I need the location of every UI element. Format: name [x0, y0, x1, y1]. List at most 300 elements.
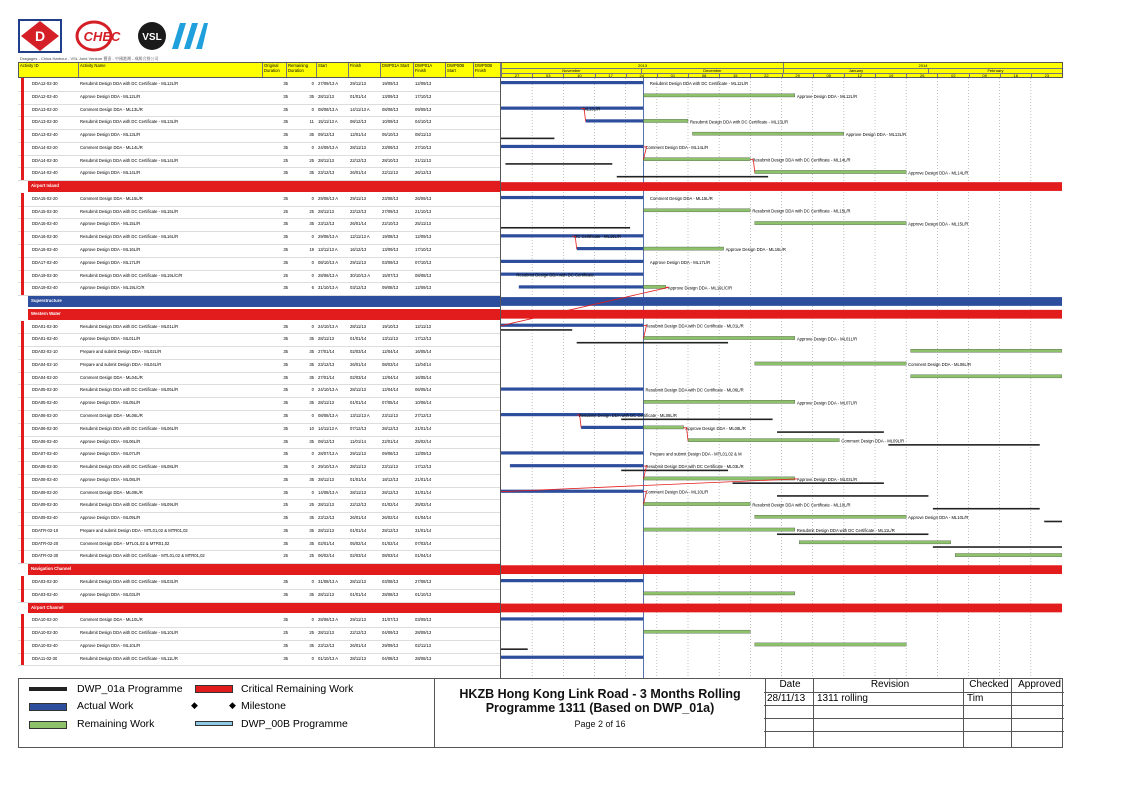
table-row[interactable]	[18, 129, 500, 143]
finish-cell: 26/01/14	[350, 170, 367, 176]
chec-logo-text: CHEC	[83, 29, 121, 44]
activity-id-cell: DDA16-02-30	[32, 234, 58, 240]
dwp01a-finish-cell: 31/01/14	[415, 489, 432, 495]
table-row[interactable]	[18, 397, 500, 411]
start-cell: 01/10/13 A	[318, 655, 339, 661]
dwp01a-finish-cell: 26/09/13	[415, 195, 432, 201]
finish-cell: 01/01/14	[350, 527, 367, 533]
rev-empty-cell	[764, 732, 814, 747]
start-cell: 08/08/13 A	[318, 106, 339, 112]
dragages-logo-text: D	[34, 28, 46, 44]
table-row[interactable]	[18, 91, 500, 105]
dwp01a-finish-cell: 27/08/13	[415, 579, 432, 585]
remaining-bar	[799, 541, 950, 544]
activity-id-cell: DDA15-02-20	[32, 195, 58, 201]
activity-id-cell: DDA06-02-40	[32, 438, 58, 444]
remaining-duration-cell: 35	[309, 642, 314, 648]
timeline-week: 08	[688, 73, 719, 77]
original-duration-cell: 35	[283, 655, 288, 661]
col-dwp01a-start[interactable]: DWP01A Start	[381, 63, 414, 77]
table-row[interactable]	[18, 640, 500, 654]
dwp01a-start-cell: 13/09/13	[382, 93, 399, 99]
finish-cell: 14/11/13 A	[350, 106, 370, 112]
remaining-bar	[755, 170, 906, 173]
dwp01a-start-cell: 08/03/14	[382, 361, 399, 367]
activity-id-cell: DDA01-02-30	[32, 323, 58, 329]
dwp01a-start-cell: 12/04/14	[382, 387, 399, 393]
finish-cell: 28/11/13	[350, 489, 366, 495]
tree-indicator	[21, 167, 24, 180]
table-row[interactable]	[18, 244, 500, 258]
table-row[interactable]	[18, 104, 500, 118]
finish-cell: 26/01/14	[350, 221, 367, 227]
tree-indicator	[21, 474, 24, 487]
activity-id-cell: DDA10-02-30	[32, 630, 58, 636]
original-duration-cell: 25	[283, 157, 288, 163]
remaining-duration-cell: 0	[311, 464, 314, 470]
rev-empty-cell	[964, 706, 1012, 719]
activity-id-cell: DDA09-02-40	[32, 515, 58, 521]
bar-label: Approve Design DDA - ML08L/R	[685, 425, 746, 431]
dwp01a-finish-cell: 01/10/13	[415, 591, 432, 597]
start-cell: 02/01/14	[318, 540, 335, 546]
start-cell: 28/11/13	[318, 336, 334, 342]
table-row[interactable]	[18, 487, 500, 501]
summary-bar	[501, 297, 1062, 306]
activity-name-cell: Resubmit Design DDA with DC Certificate - ML05L/R	[80, 387, 179, 393]
activity-name-cell: Approve Design DDA - ML06L/R	[80, 438, 141, 444]
bar-label: Approve Design DDA - ML19L/C/R	[667, 285, 733, 291]
finish-cell: 28/11/13	[350, 323, 366, 329]
actual-bar	[501, 324, 643, 327]
activity-name-cell: Comment Design DDA - ML14L/R	[80, 144, 143, 150]
table-row[interactable]	[18, 218, 500, 232]
dwp01a-start-cell: 09/08/13	[382, 285, 399, 291]
activity-name-cell: Resubmit Design DDA with DC Certificate - ML15L/R	[80, 208, 179, 214]
start-cell: 14/11/13 A	[318, 425, 338, 431]
original-duration-cell: 25	[283, 272, 288, 278]
finish-cell: 29/11/13	[350, 451, 366, 457]
table-row[interactable]	[18, 653, 500, 667]
dwp01a-start-cell: 05/10/13	[382, 132, 399, 138]
activity-id-cell: DDA04-02-10	[32, 361, 58, 367]
dwp01a-bar	[501, 648, 528, 650]
activity-name-cell: Prepare and submit Design DDA - MTL01,02 & MTR01,02	[80, 527, 188, 533]
activity-id-cell: DDA03-02-40	[32, 591, 58, 597]
table-row[interactable]	[18, 512, 500, 526]
tree-indicator	[21, 423, 24, 436]
timeline-weeks	[501, 73, 1062, 77]
tree-indicator	[21, 218, 24, 231]
table-row[interactable]	[18, 346, 500, 360]
summary-bar	[501, 565, 1062, 574]
start-cell: 08/12/13	[318, 438, 335, 444]
timeline-week: 23	[1031, 73, 1062, 77]
remaining-duration-cell: 0	[311, 617, 314, 623]
table-row[interactable]	[18, 372, 500, 386]
actual-bar	[501, 617, 643, 620]
table-row[interactable]	[18, 155, 500, 169]
finish-cell: 12/01/14	[350, 132, 367, 138]
bar-label: Resubmit Design DDA with DC Certificate - ML03L/R	[645, 464, 744, 470]
bar-label: Resubmit Design DDA with DC Certificate - ML06L/R	[645, 387, 744, 393]
table-row[interactable]	[18, 333, 500, 347]
col-dwp00b-finish[interactable]: DWP00B Finish	[474, 63, 501, 77]
activity-name-cell: Resubmit Design DDA with DC Certificate - ML09L/R	[80, 502, 179, 508]
activity-name-cell: Comment Design DDA - ML04L/R	[80, 374, 143, 380]
dwp01a-finish-cell: 27/12/13	[415, 413, 432, 419]
start-cell: 24/10/13 A	[318, 387, 339, 393]
activity-id-cell: DDA14-02-20	[32, 144, 58, 150]
start-cell: 28/11/13	[318, 502, 334, 508]
remaining-duration-cell: 11	[309, 119, 314, 125]
bar-label: Prepare and submit Design DDA - MTL01,02 & M	[649, 451, 742, 457]
bar-label: Resubmit Design DDA with DC Certificate - ML14L/R	[752, 157, 851, 163]
bar-label: Comment Design DDA - ML09L/R	[841, 438, 905, 444]
remaining-duration-cell: 0	[311, 579, 314, 585]
activity-name-cell: Approve Design DDA - ML14L/R	[80, 170, 141, 176]
legend-swatch-dwp00b	[195, 721, 233, 726]
original-duration-cell: 35	[283, 438, 288, 444]
col-original-duration[interactable]: Original Duration	[263, 63, 287, 77]
bar-label: Comment Design DDA - ML14L/R	[645, 144, 709, 150]
table-row[interactable]	[18, 436, 500, 450]
project-title: HKZB Hong Kong Link Road - 3 Months Rolling	[459, 687, 741, 701]
remaining-duration-cell: 0	[311, 451, 314, 457]
rev-header-date: Date	[764, 679, 814, 693]
start-cell: 29/10/13 A	[318, 464, 339, 470]
start-cell: 23/12/13	[318, 221, 335, 227]
dwp01a-finish-cell: 08/11/13	[415, 132, 431, 138]
legend-swatch-actual	[29, 703, 67, 711]
col-activity-name[interactable]: Activity Name	[79, 63, 263, 77]
actual-bar	[577, 247, 644, 250]
table-row[interactable]	[18, 423, 500, 437]
table-row[interactable]	[18, 257, 500, 271]
dwp01a-finish-cell: 25/02/14	[415, 502, 432, 508]
finish-cell: 29/11/13	[350, 617, 366, 623]
remaining-duration-cell: 6	[311, 285, 314, 291]
dwp01a-start-cell: 04/09/13	[382, 630, 399, 636]
start-cell: 28/11/13	[318, 208, 334, 214]
remaining-duration-cell: 25	[309, 208, 314, 214]
tree-indicator	[21, 155, 24, 168]
section-band[interactable]: Western Water	[28, 309, 500, 320]
table-row[interactable]	[18, 167, 500, 181]
remaining-duration-cell: 35	[309, 132, 314, 138]
activity-id-cell: DDA08-02-30	[32, 464, 58, 470]
start-cell: 24/09/13 A	[318, 144, 339, 150]
activity-name-cell: Resubmit Design DDA with DC Certificate - ML16L/R	[80, 234, 179, 240]
activity-id-cell: DDATR-02-20	[32, 540, 59, 546]
original-duration-cell: 25	[283, 502, 288, 508]
tree-indicator	[21, 116, 24, 129]
remaining-duration-cell: 35	[309, 221, 314, 227]
table-row[interactable]	[18, 359, 500, 373]
remaining-bar	[911, 349, 1062, 352]
dwp01a-finish-cell: 27/10/13	[415, 144, 432, 150]
section-band[interactable]: Navigation Channel	[28, 564, 500, 575]
start-cell: 23/12/13	[318, 515, 335, 521]
table-row[interactable]	[18, 448, 500, 462]
dwp01a-bar	[933, 546, 1062, 548]
col-finish[interactable]: Finish	[349, 63, 381, 77]
dwp01a-finish-cell: 12/09/13	[415, 81, 432, 86]
original-duration-cell: 35	[283, 93, 288, 99]
table-row[interactable]	[18, 321, 500, 335]
start-cell: 31/08/13 A	[318, 579, 339, 585]
dwp01a-start-cell: 07/05/14	[382, 400, 399, 406]
tree-indicator	[21, 91, 24, 104]
table-row[interactable]	[18, 270, 500, 284]
dwp01a-bar	[501, 329, 572, 331]
dwp01a-start-cell: 04/08/13	[382, 655, 399, 661]
bar-label: Approve Design DDA - ML13L/R	[845, 132, 907, 138]
dwp01a-finish-cell: 16/05/14	[415, 374, 432, 380]
original-duration-cell: 35	[283, 400, 288, 406]
tree-indicator	[21, 193, 24, 206]
dwp01a-finish-cell: 21/01/14	[415, 425, 432, 431]
gantt-svg	[501, 78, 1062, 678]
original-duration-cell: 35	[283, 106, 288, 112]
tree-indicator	[21, 270, 24, 283]
section-band[interactable]: Airport Channel	[28, 603, 500, 614]
dwp01a-finish-cell: 17/12/13	[415, 336, 432, 342]
activity-id-cell: DDA05-02-40	[32, 400, 58, 406]
start-cell: 27/01/14	[318, 349, 335, 355]
milestone-diamond-icon: ◆	[191, 700, 198, 710]
start-cell: 28/11/13	[318, 400, 334, 406]
remaining-duration-cell: 35	[309, 349, 314, 355]
activity-name-cell: Approve Design DDA - ML07L/R	[80, 451, 141, 457]
rev-empty-cell	[964, 732, 1012, 747]
remaining-bar	[643, 630, 750, 633]
activity-name-cell: Approve Design DDA - ML12L/R	[80, 93, 141, 99]
start-cell: 28/11/13	[318, 527, 334, 533]
dwp01a-start-cell: 28/10/13	[382, 157, 399, 163]
tree-indicator	[21, 244, 24, 257]
finish-cell: 28/11/13	[350, 144, 366, 150]
dwp01a-start-cell: 29/09/13	[382, 642, 399, 648]
rev-empty-cell	[1012, 719, 1064, 732]
table-row[interactable]	[18, 614, 500, 628]
table-row[interactable]	[18, 282, 500, 296]
start-cell: 28/11/13	[318, 157, 334, 163]
legend-dwp00b: DWP_00B Programme	[241, 718, 348, 730]
dwp01a-finish-cell: 12/11/13	[415, 323, 431, 329]
col-dwp01a-finish[interactable]: DWP01A Finish	[414, 63, 446, 77]
dwp01a-start-cell: 22/01/14	[382, 438, 399, 444]
remaining-duration-cell: 35	[309, 476, 314, 482]
section-band[interactable]: Superstructure	[28, 296, 500, 307]
activity-name-cell: Approve Design DDA - ML08L/R	[80, 476, 141, 482]
table-row[interactable]	[18, 410, 500, 424]
finish-cell: 29/11/13	[350, 81, 366, 86]
dwp01a-finish-cell: 31/01/14	[415, 527, 432, 533]
dwp01a-start-cell: 23/11/13	[382, 413, 398, 419]
table-row[interactable]	[18, 589, 500, 603]
tree-indicator	[21, 231, 24, 244]
vsl-logo-text: VSL	[142, 32, 162, 43]
tree-indicator	[21, 614, 24, 627]
original-duration-cell: 35	[283, 285, 288, 291]
actual-bar	[501, 387, 643, 390]
finish-cell: 05/02/14	[350, 540, 367, 546]
original-duration-cell: 35	[283, 413, 288, 419]
original-duration-cell: 35	[283, 144, 288, 150]
tree-indicator	[21, 576, 24, 589]
dwp01a-finish-cell: 01/04/14	[415, 553, 432, 559]
rev-date: 28/11/13	[764, 693, 814, 706]
dwp01a-start-cell: 01/02/14	[382, 540, 399, 546]
start-cell: 13/11/13 A	[318, 247, 338, 252]
start-cell: 27/01/14	[318, 374, 335, 380]
dwp01a-finish-cell: 06/05/14	[415, 387, 432, 393]
activity-name-cell: Resubmit Design DDA with DC Certificate - ML10L/R	[80, 630, 179, 636]
table-row[interactable]	[18, 499, 500, 513]
actual-bar	[501, 490, 643, 493]
finish-cell: 22/12/13	[350, 502, 367, 508]
dwp01a-finish-cell: 17/12/13	[415, 464, 432, 470]
finish-cell: 11/01/14	[350, 438, 366, 444]
rev-empty-cell	[1012, 706, 1064, 719]
dwp01a-finish-cell: 21/01/14	[415, 476, 432, 482]
table-row[interactable]	[18, 142, 500, 156]
activity-name-cell: Comment Design DDA - ML09L/R	[80, 489, 143, 495]
rev-text: 1311 rolling	[814, 693, 964, 706]
tree-indicator	[21, 525, 24, 538]
activity-name-cell: Approve Design DDA - ML10L/R	[80, 642, 141, 648]
remaining-duration-cell: 0	[311, 259, 314, 265]
tree-indicator	[21, 448, 24, 461]
actual-bar	[501, 81, 643, 84]
activity-name-cell: Resubmit Design DDA with DC Certificate - ML14L/R	[80, 157, 179, 163]
col-dwp00b-start[interactable]: DWP00B Start	[446, 63, 474, 77]
legend-dwp01a: DWP_01a Programme	[77, 683, 183, 695]
activity-id-cell: DDATR-02-10	[32, 527, 59, 533]
finish-cell: 13/11/13 A	[350, 413, 370, 419]
timeline-year: 2013	[501, 63, 783, 68]
remaining-bar	[955, 553, 1062, 556]
dwp01a-bar	[933, 508, 1040, 510]
table-row[interactable]	[18, 538, 500, 552]
dwp01a-bar	[1044, 521, 1062, 523]
table-row[interactable]	[18, 461, 500, 475]
dragages-logo	[18, 19, 62, 53]
finish-cell: 01/01/14	[350, 591, 367, 597]
dwp01a-start-cell: 19/10/13	[382, 323, 399, 329]
activity-id-cell: DDA19-02-40	[32, 285, 58, 291]
timeline-week: 26	[906, 73, 937, 77]
original-duration-cell: 35	[283, 387, 288, 393]
activity-name-cell: Resubmit Design DDA with DC Certificate - ML01L/R	[80, 323, 179, 329]
dwp01a-start-cell: 01/02/14	[382, 502, 399, 508]
remaining-bar	[755, 515, 906, 518]
remaining-bar	[643, 247, 723, 250]
activity-id-cell: DDA17-02-40	[32, 259, 58, 265]
tree-indicator	[21, 104, 24, 117]
dwp01a-bar	[621, 470, 728, 472]
finish-cell: 12/11/13 A	[350, 234, 370, 240]
original-duration-cell: 35	[283, 361, 288, 367]
remaining-duration-cell: 25	[309, 502, 314, 508]
footer	[18, 678, 1063, 748]
table-row[interactable]	[18, 550, 500, 564]
timeline-month: February	[928, 68, 1062, 73]
remaining-duration-cell: 0	[311, 413, 314, 419]
original-duration-cell: 35	[283, 221, 288, 227]
dwp01a-start-cell: 19/08/13	[382, 234, 399, 240]
original-duration-cell: 25	[283, 630, 288, 636]
finish-cell: 08/12/13	[350, 119, 367, 125]
dwp01a-start-cell: 28/12/13	[382, 489, 399, 495]
remaining-duration-cell: 0	[311, 106, 314, 112]
start-cell: 28/08/13 A	[318, 272, 339, 278]
remaining-duration-cell: 35	[309, 336, 314, 342]
remaining-bar	[643, 502, 750, 505]
rev-header-revision: Revision	[814, 679, 964, 693]
timeline-week: 19	[875, 73, 906, 77]
dwp01a-start-cell: 22/11/13	[382, 170, 398, 176]
timeline-week: 10	[563, 73, 594, 77]
table-row[interactable]	[18, 206, 500, 220]
dwp01a-start-cell: 12/04/14	[382, 349, 399, 355]
table-row[interactable]	[18, 627, 500, 641]
section-band[interactable]: Airport Island	[28, 181, 500, 192]
timeline-week: 29	[782, 73, 813, 77]
original-duration-cell: 35	[283, 579, 288, 585]
activity-id-cell: DDA15-02-30	[32, 208, 58, 214]
col-start[interactable]: Start	[317, 63, 349, 77]
table-row[interactable]	[18, 231, 500, 245]
activity-id-cell: DDA04-02-20	[32, 374, 58, 380]
table-row[interactable]	[18, 474, 500, 488]
timeline-month: December	[641, 68, 783, 73]
table-row[interactable]	[18, 78, 500, 92]
table-row[interactable]	[18, 384, 500, 398]
timeline-week: 17	[595, 73, 626, 77]
activity-name-cell: Resubmit Design DDA with DC Certificate - ML12L/R	[80, 81, 179, 86]
col-remaining-duration[interactable]: Remaining Duration	[287, 63, 317, 77]
bar-label: Resubmit Design DDA with DC Certificate - ML13L/R	[690, 119, 789, 125]
activity-name-cell: Approve Design DDA - ML16L/R	[80, 247, 141, 252]
table-row[interactable]	[18, 193, 500, 207]
legend-remaining: Remaining Work	[77, 718, 155, 730]
activity-id-cell: DDA06-02-20	[32, 413, 58, 419]
remaining-bar	[755, 643, 906, 646]
actual-bar	[501, 107, 643, 110]
dwp01a-finish-cell: 17/10/13	[415, 247, 432, 252]
table-row[interactable]	[18, 116, 500, 130]
actual-bar	[586, 119, 644, 122]
original-duration-cell: 35	[283, 476, 288, 482]
table-row[interactable]	[18, 576, 500, 590]
activity-id-cell: DDA01-02-40	[32, 336, 58, 342]
activity-id-cell: DDA05-02-30	[32, 387, 58, 393]
bar-label: Approve Design DDA - ML03L/R	[796, 476, 858, 482]
remaining-duration-cell: 35	[309, 527, 314, 533]
dwp01a-finish-cell: 04/10/13	[415, 119, 432, 125]
bar-label: Comment Design DDA - ML15L/R	[649, 195, 713, 201]
actual-bar	[501, 145, 643, 148]
table-row[interactable]	[18, 525, 500, 539]
col-activity-id[interactable]: Activity ID	[19, 63, 79, 77]
dwp01a-finish-cell: 01/04/14	[415, 515, 432, 521]
original-duration-cell: 35	[283, 527, 288, 533]
activity-id-cell: DDA16-02-40	[32, 247, 58, 252]
logo-strip	[18, 16, 1063, 62]
activity-id-cell: DDA10-02-40	[32, 642, 58, 648]
